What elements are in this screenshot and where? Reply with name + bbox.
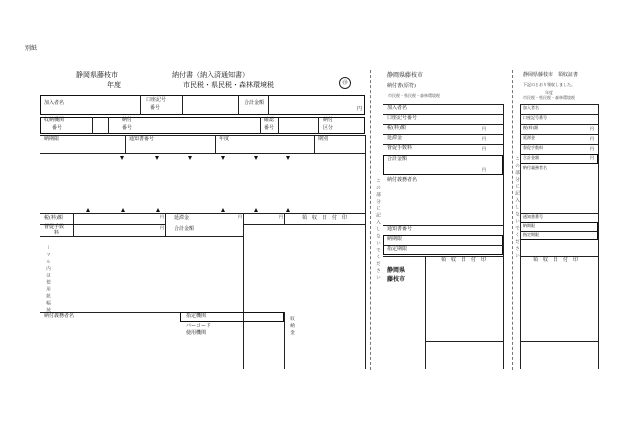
receipt-sub: 市民税・県民税・森林環境税	[523, 95, 575, 100]
subscriber-label: 加入者名	[44, 100, 65, 106]
stub-city-2: 藤枝市	[387, 276, 406, 283]
ocr-marker	[156, 208, 160, 212]
payment-label-1: 納付	[122, 117, 133, 123]
receipt-notice-label: 通知書番号	[523, 214, 543, 219]
tax-name: 市民税・県民税・森林環境税	[183, 81, 274, 89]
stub-issuer: 静岡県藤枝市	[387, 72, 424, 79]
stub-designated-label: 指定期限	[387, 246, 408, 252]
perforation-line	[370, 70, 371, 370]
yen-small: 円	[590, 126, 594, 131]
receipt-total-label: 合計金額	[523, 155, 539, 160]
receipt-stamp-label: 領 収 日 付 印	[533, 257, 579, 263]
perforation-line	[512, 70, 513, 370]
agency-label-1: 収納機関	[44, 117, 65, 123]
tax-label: 税(料)額	[44, 215, 63, 221]
issuer-name: 静岡県藤枝市	[76, 71, 118, 79]
receipt-title: 静岡県藤枝市 領収証書	[523, 72, 579, 78]
ocr-marker	[254, 208, 258, 212]
seal-mark: ㊞	[339, 77, 351, 89]
ocr-marker	[120, 156, 124, 160]
fiscal-year: 年度	[107, 81, 121, 89]
confirm-label-1: 確認	[264, 117, 275, 123]
vertical-note: ー マ ル 内 は 使 用 紙 幅 域	[45, 245, 51, 313]
payer-label: 納付義務者名	[44, 313, 75, 319]
due-label: 納期限	[44, 136, 60, 142]
ocr-marker	[188, 156, 192, 160]
yen-small: 円	[590, 146, 594, 151]
ocr-marker	[286, 156, 290, 160]
ocr-marker	[286, 208, 290, 212]
receipt-account-label: 口座記号番号	[523, 115, 547, 120]
yen-small: 円	[160, 225, 164, 230]
yen-small: 円	[590, 155, 594, 160]
page-label: 別紙	[25, 45, 38, 52]
arrears-label: 延滞金	[174, 215, 190, 221]
receipt-stamp-label: 領 収 日 付 印	[302, 215, 348, 221]
ocr-marker	[221, 208, 225, 212]
ocr-marker	[254, 156, 258, 160]
agency-usage-label: 使用機関	[186, 330, 207, 336]
yen-small: 円	[238, 214, 242, 219]
stub-city-1: 静岡県	[387, 267, 406, 274]
receipt-tax-label: 税(料)額	[523, 125, 539, 130]
stub-due-label: 納期限	[387, 236, 403, 242]
period-label: 期別	[318, 136, 329, 142]
receipt-year: 年度	[545, 90, 553, 95]
yen-small: 円	[482, 136, 486, 141]
payment-label-2: 番号	[122, 125, 133, 131]
stub-receipt-stamp: 領 収 日 付 印	[441, 257, 487, 263]
receipt-note: 下記のとおり領収しました。	[523, 82, 575, 87]
stub-account-label: 口座記号番号	[387, 115, 418, 121]
category-label-1: 納付	[323, 117, 334, 123]
receipt-subscriber-label: 加入者名	[523, 105, 539, 110]
total-label: 合計金額	[244, 100, 265, 106]
subscriber-row	[40, 95, 365, 115]
fiscal-label: 年度	[219, 136, 230, 142]
fee-label-1: 督促手数	[44, 224, 65, 230]
designated-agency: 指定機関	[186, 313, 207, 319]
stub-arrears-label: 延滞金	[387, 135, 403, 141]
stub-title: 納付書(原符)	[387, 83, 416, 89]
yen-small: 円	[482, 146, 486, 151]
stub-payer-label: 納付義務者名	[387, 177, 418, 183]
agency-row	[40, 117, 365, 134]
ocr-marker	[86, 208, 90, 212]
fee-label-2: 料	[54, 230, 60, 236]
total-label-2: 合計金額	[174, 226, 195, 232]
yen-small: 円	[482, 126, 486, 131]
receipt-vertical-note: こ の 部 分 に 記 入 し な い で く だ さ い	[514, 156, 520, 259]
slip-title: 納付書（納入済通知書）	[172, 71, 249, 79]
yen-unit: 円	[357, 106, 363, 112]
yen-small: 円	[279, 214, 283, 219]
stub-fee-label: 督促手数料	[387, 145, 413, 151]
stub-sub: 市民税・県民税・森林環境税	[388, 93, 440, 98]
confirm-label-2: 番号	[264, 125, 275, 131]
stub-subscriber-label: 加入者名	[387, 105, 408, 111]
notice-label: 通知書番号	[129, 136, 155, 142]
ocr-marker	[221, 156, 225, 160]
stub-notice-label: 通知書番号	[387, 226, 413, 232]
stub-total-label: 合計金額	[387, 156, 408, 162]
yen-small: 円	[160, 214, 164, 219]
receipt-due-label: 納期限	[523, 223, 535, 228]
barcode-label: バーコード	[186, 323, 212, 329]
stub-tax-label: 税(料)額	[387, 125, 406, 131]
yen-small: 円	[482, 167, 486, 172]
category-label-2: 区分	[323, 125, 334, 131]
yen-small: 円	[590, 136, 594, 141]
receipt-payer-label: 納付義務者名	[523, 165, 547, 170]
collection-note: 収 納 金	[289, 316, 295, 335]
receipt-designated-label: 指定期限	[523, 232, 539, 237]
account-label-1: 口座記号	[146, 97, 167, 103]
ocr-marker	[155, 156, 159, 160]
stub-vertical-note: こ の 部 分 に 記 入 し な い で く だ さ い	[375, 178, 381, 281]
account-label-2: 番号	[150, 105, 161, 111]
receipt-fee-label: 督促手数料	[523, 145, 543, 150]
receipt-arrears-label: 延滞金	[523, 135, 535, 140]
ocr-marker	[121, 208, 125, 212]
agency-label-2: 番号	[52, 125, 63, 131]
